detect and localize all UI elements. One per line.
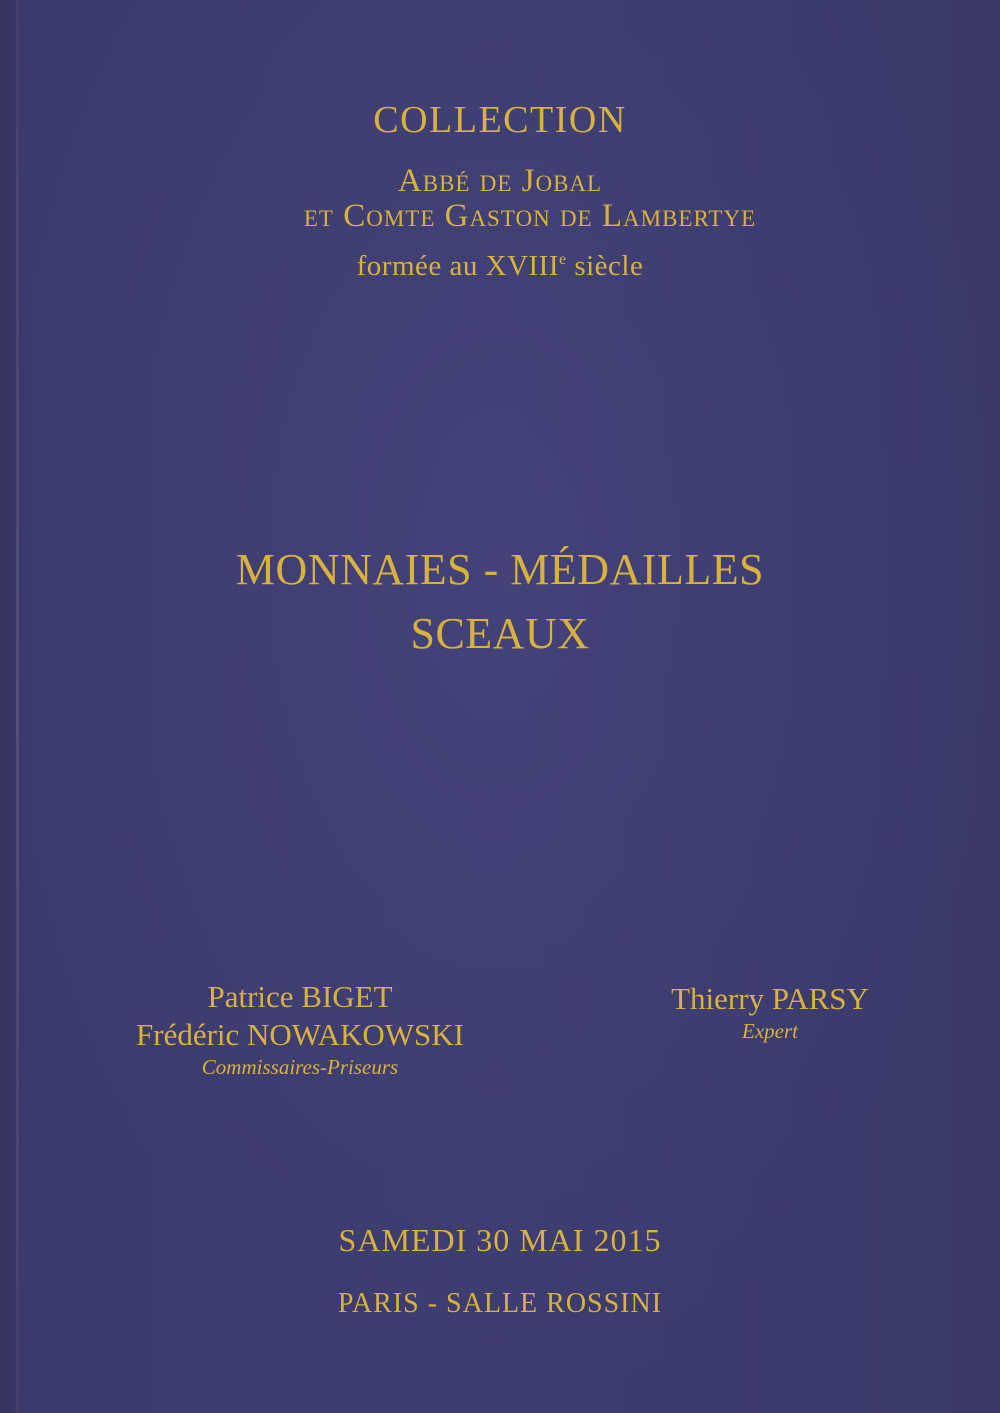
expert-name: Thierry PARSY	[671, 981, 869, 1016]
collection-heading: COLLECTION	[373, 99, 627, 141]
owner-line-2: et Comte Gaston de Lambertye	[303, 198, 757, 234]
formed-suffix: siècle	[566, 250, 644, 282]
auctioneer-name-1: Patrice BIGET	[207, 979, 393, 1014]
expert-block	[620, 980, 920, 1044]
expert-role: Expert	[742, 1019, 798, 1043]
spine-crease	[16, 0, 19, 1413]
owner-line-1: Abbé de Jobal	[397, 163, 603, 199]
main-title-line-2: SCEAUX	[410, 609, 590, 658]
auctioneer-name-2: Frédéric NOWAKOWSKI	[136, 1017, 464, 1052]
auctioneers-role: Commissaires-Priseurs	[201, 1055, 399, 1079]
auctioneers-block	[100, 978, 500, 1080]
sale-location: PARIS - SALLE ROSSINI	[337, 1288, 663, 1319]
main-title-line-1: MONNAIES - MÉDAILLES	[235, 545, 765, 594]
formed-superscript: e	[558, 251, 567, 268]
sale-date: SAMEDI 30 MAI 2015	[338, 1222, 662, 1258]
formed-prefix: formée au XVIII	[356, 250, 559, 282]
formed-century-line	[0, 250, 1000, 283]
